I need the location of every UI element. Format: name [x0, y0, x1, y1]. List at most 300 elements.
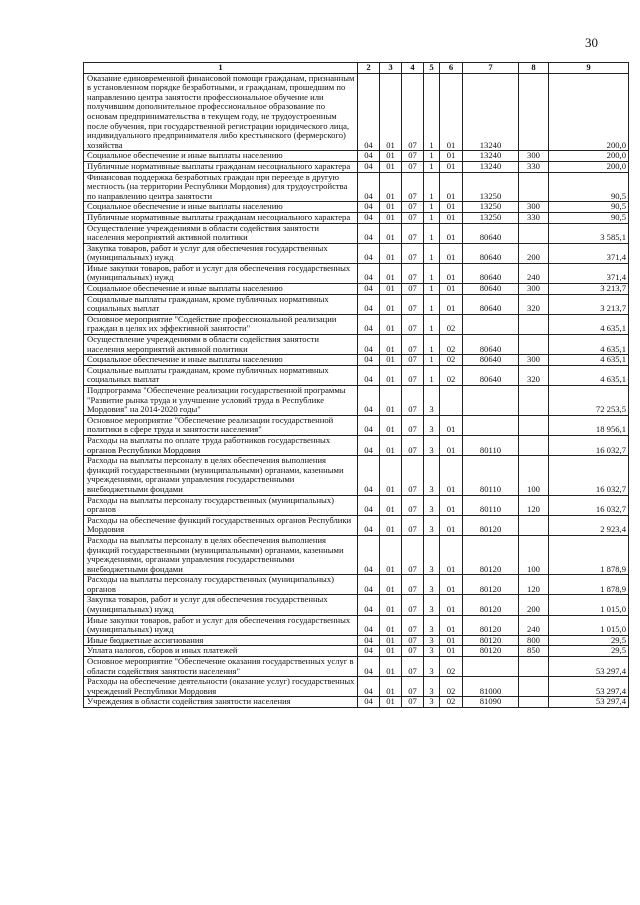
row-value-cell: 01	[380, 535, 402, 574]
row-value-cell	[519, 697, 549, 708]
row-value-cell: 04	[358, 223, 380, 243]
column-header: 5	[424, 63, 440, 74]
row-value-cell: 01	[380, 243, 402, 263]
row-value-cell: 04	[358, 657, 380, 677]
table-row	[84, 677, 629, 697]
table-row	[84, 314, 629, 334]
table-row	[84, 615, 629, 635]
row-value-cell: 01	[380, 697, 402, 708]
table-row	[84, 284, 629, 295]
row-value-cell: 01	[380, 151, 402, 162]
row-value-cell: 04	[358, 495, 380, 515]
table-row	[84, 595, 629, 615]
row-value-cell: 1	[424, 172, 440, 202]
row-value-cell: 04	[358, 635, 380, 646]
row-value-cell: 07	[402, 646, 424, 657]
row-value-cell: 04	[358, 294, 380, 314]
table-row	[84, 355, 629, 366]
row-value-cell: 04	[358, 355, 380, 366]
table-row	[84, 151, 629, 162]
row-name-cell: Публичные нормативные выплаты гражданам несоциального характера	[84, 161, 358, 172]
row-value-cell: 01	[380, 223, 402, 243]
row-value-cell: 3	[424, 435, 440, 455]
row-name-cell: Расходы на выплаты по оплате труда работников государственных органов Республики Мордовия	[84, 435, 358, 455]
row-value-cell: 1	[424, 263, 440, 283]
row-value-cell: 04	[358, 151, 380, 162]
row-value-cell: 04	[358, 595, 380, 615]
row-value-cell: 1 015,0	[549, 595, 629, 615]
row-value-cell: 90,5	[549, 172, 629, 202]
row-value-cell: 01	[380, 212, 402, 223]
row-value-cell: 3	[424, 635, 440, 646]
table-row	[84, 263, 629, 283]
row-name-cell: Подпрограмма "Обеспечение реализации государственной программы "Развитие рынка труда и улучшение условий труда в Республике Мордовия" на 2014-2020 годы"	[84, 386, 358, 416]
row-value-cell: 01	[380, 314, 402, 334]
row-value-cell: 07	[402, 595, 424, 615]
row-value-cell: 1	[424, 73, 440, 151]
row-name-cell: Социальное обеспечение и иные выплаты населению	[84, 284, 358, 295]
row-value-cell: 01	[440, 172, 463, 202]
row-value-cell: 02	[440, 314, 463, 334]
row-value-cell: 04	[358, 335, 380, 355]
row-name-cell: Расходы на выплаты персоналу в целях обеспечения выполнения функций государственными (муниципальными) органами, казенными учреждениями, органами управления государственными внебюджетными фондами	[84, 535, 358, 574]
row-value-cell: 3 213,7	[549, 284, 629, 295]
row-value-cell: 07	[402, 263, 424, 283]
row-value-cell: 300	[519, 151, 549, 162]
row-value-cell: 07	[402, 243, 424, 263]
row-value-cell: 90,5	[549, 202, 629, 213]
row-value-cell: 3	[424, 515, 440, 535]
row-value-cell: 07	[402, 697, 424, 708]
table-row	[84, 515, 629, 535]
row-value-cell: 01	[380, 575, 402, 595]
row-value-cell	[519, 415, 549, 435]
row-value-cell: 01	[380, 635, 402, 646]
row-value-cell: 01	[380, 415, 402, 435]
row-name-cell: Основное мероприятие "Обеспечение реализации государственной политики в сфере труда и занятости населения"	[84, 415, 358, 435]
row-name-cell: Социальные выплаты гражданам, кроме публичных нормативных социальных выплат	[84, 294, 358, 314]
row-value-cell: 01	[440, 456, 463, 495]
row-value-cell: 13250	[463, 202, 519, 213]
row-value-cell: 13240	[463, 151, 519, 162]
row-value-cell	[519, 677, 549, 697]
table-row	[84, 575, 629, 595]
row-value-cell: 04	[358, 415, 380, 435]
row-value-cell: 1 878,9	[549, 535, 629, 574]
row-value-cell: 07	[402, 386, 424, 416]
column-header: 4	[402, 63, 424, 74]
row-value-cell: 29,5	[549, 635, 629, 646]
row-value-cell: 02	[440, 355, 463, 366]
row-value-cell: 02	[440, 677, 463, 697]
row-value-cell: 3	[424, 535, 440, 574]
row-value-cell: 1	[424, 243, 440, 263]
row-value-cell: 01	[440, 151, 463, 162]
row-value-cell: 02	[440, 365, 463, 385]
row-value-cell: 04	[358, 284, 380, 295]
row-value-cell: 80120	[463, 635, 519, 646]
row-value-cell: 4 635,1	[549, 314, 629, 334]
row-value-cell: 80640	[463, 355, 519, 366]
table-row	[84, 73, 629, 151]
row-value-cell: 80640	[463, 284, 519, 295]
row-value-cell: 90,5	[549, 212, 629, 223]
row-value-cell: 3	[424, 386, 440, 416]
row-value-cell: 01	[440, 515, 463, 535]
table-row	[84, 456, 629, 495]
row-value-cell: 01	[440, 202, 463, 213]
row-value-cell: 04	[358, 456, 380, 495]
table-row	[84, 243, 629, 263]
table-row	[84, 646, 629, 657]
row-value-cell	[519, 172, 549, 202]
row-value-cell: 01	[440, 294, 463, 314]
row-value-cell: 01	[440, 435, 463, 455]
row-value-cell: 200	[519, 243, 549, 263]
row-value-cell: 3	[424, 657, 440, 677]
row-value-cell: 13240	[463, 161, 519, 172]
row-value-cell: 53 297,4	[549, 657, 629, 677]
row-value-cell: 80120	[463, 595, 519, 615]
row-value-cell: 01	[380, 161, 402, 172]
row-value-cell: 01	[380, 365, 402, 385]
column-header: 6	[440, 63, 463, 74]
row-name-cell: Расходы на выплаты персоналу государственных (муниципальных) органов	[84, 575, 358, 595]
column-header: 2	[358, 63, 380, 74]
row-value-cell: 04	[358, 435, 380, 455]
row-value-cell: 01	[380, 294, 402, 314]
table-row	[84, 335, 629, 355]
row-value-cell: 02	[440, 657, 463, 677]
row-value-cell: 3	[424, 697, 440, 708]
row-value-cell: 01	[440, 535, 463, 574]
row-value-cell: 04	[358, 646, 380, 657]
row-value-cell: 01	[440, 212, 463, 223]
row-value-cell	[463, 314, 519, 334]
table-row	[84, 535, 629, 574]
row-value-cell: 07	[402, 657, 424, 677]
table-row	[84, 223, 629, 243]
row-value-cell: 80640	[463, 243, 519, 263]
row-value-cell: 1	[424, 314, 440, 334]
row-value-cell	[519, 335, 549, 355]
row-value-cell: 1	[424, 335, 440, 355]
row-value-cell: 04	[358, 515, 380, 535]
row-value-cell: 800	[519, 635, 549, 646]
row-value-cell: 3	[424, 575, 440, 595]
row-value-cell: 1 878,9	[549, 575, 629, 595]
row-value-cell: 3 585,1	[549, 223, 629, 243]
table-body	[84, 73, 629, 707]
row-value-cell: 300	[519, 202, 549, 213]
row-value-cell: 1	[424, 212, 440, 223]
row-name-cell: Социальное обеспечение и иные выплаты населению	[84, 151, 358, 162]
row-value-cell: 1	[424, 161, 440, 172]
row-value-cell: 1 015,0	[549, 615, 629, 635]
row-value-cell: 80110	[463, 495, 519, 515]
row-value-cell: 240	[519, 615, 549, 635]
row-value-cell: 07	[402, 535, 424, 574]
row-value-cell: 13250	[463, 212, 519, 223]
row-value-cell: 07	[402, 456, 424, 495]
row-value-cell: 04	[358, 386, 380, 416]
row-value-cell: 07	[402, 495, 424, 515]
budget-table	[83, 62, 629, 708]
table-row	[84, 657, 629, 677]
row-name-cell: Иные закупки товаров, работ и услуг для обеспечения государственных (муниципальных) нужд	[84, 615, 358, 635]
row-value-cell: 4 635,1	[549, 355, 629, 366]
column-header: 9	[549, 63, 629, 74]
row-value-cell: 04	[358, 314, 380, 334]
row-value-cell: 07	[402, 223, 424, 243]
table-row	[84, 365, 629, 385]
row-value-cell: 80120	[463, 515, 519, 535]
row-name-cell: Публичные нормативные выплаты гражданам несоциального характера	[84, 212, 358, 223]
row-value-cell	[519, 223, 549, 243]
row-value-cell: 81090	[463, 697, 519, 708]
row-value-cell: 4 635,1	[549, 365, 629, 385]
row-value-cell: 07	[402, 575, 424, 595]
row-value-cell: 02	[440, 335, 463, 355]
row-value-cell: 2 923,4	[549, 515, 629, 535]
row-value-cell: 02	[440, 697, 463, 708]
row-value-cell: 53 297,4	[549, 677, 629, 697]
row-name-cell: Иные закупки товаров, работ и услуг для обеспечения государственных (муниципальных) нужд	[84, 263, 358, 283]
table-row	[84, 495, 629, 515]
row-value-cell: 01	[380, 355, 402, 366]
row-value-cell: 3	[424, 646, 440, 657]
row-value-cell: 01	[380, 615, 402, 635]
row-value-cell: 07	[402, 284, 424, 295]
row-value-cell: 07	[402, 415, 424, 435]
row-value-cell: 18 956,1	[549, 415, 629, 435]
row-value-cell: 07	[402, 335, 424, 355]
row-value-cell: 07	[402, 151, 424, 162]
row-value-cell: 80640	[463, 223, 519, 243]
row-value-cell: 80110	[463, 435, 519, 455]
row-value-cell	[519, 314, 549, 334]
column-header: 7	[463, 63, 519, 74]
row-value-cell: 80120	[463, 575, 519, 595]
row-name-cell: Расходы на обеспечение функций государственных органов Республики Мордовия	[84, 515, 358, 535]
table-row	[84, 172, 629, 202]
row-value-cell: 13250	[463, 172, 519, 202]
row-value-cell: 01	[380, 263, 402, 283]
row-value-cell: 3	[424, 495, 440, 515]
column-header: 3	[380, 63, 402, 74]
row-value-cell: 3 213,7	[549, 294, 629, 314]
row-value-cell: 80110	[463, 456, 519, 495]
row-value-cell	[519, 657, 549, 677]
row-value-cell: 01	[380, 646, 402, 657]
row-value-cell: 07	[402, 365, 424, 385]
row-value-cell: 01	[440, 161, 463, 172]
row-value-cell: 04	[358, 575, 380, 595]
row-value-cell	[519, 386, 549, 416]
row-value-cell: 01	[440, 575, 463, 595]
row-value-cell	[463, 657, 519, 677]
row-value-cell: 1	[424, 151, 440, 162]
column-header: 8	[519, 63, 549, 74]
row-value-cell: 01	[380, 657, 402, 677]
row-value-cell: 4 635,1	[549, 335, 629, 355]
row-value-cell: 01	[380, 73, 402, 151]
row-value-cell: 80640	[463, 335, 519, 355]
row-value-cell: 1	[424, 223, 440, 243]
row-value-cell: 04	[358, 161, 380, 172]
row-value-cell	[519, 73, 549, 151]
row-value-cell: 80640	[463, 294, 519, 314]
row-value-cell: 01	[380, 435, 402, 455]
row-value-cell	[463, 415, 519, 435]
row-value-cell: 07	[402, 635, 424, 646]
row-value-cell: 100	[519, 456, 549, 495]
row-value-cell: 04	[358, 677, 380, 697]
row-value-cell: 04	[358, 615, 380, 635]
row-value-cell: 01	[380, 202, 402, 213]
row-value-cell: 07	[402, 615, 424, 635]
row-value-cell: 850	[519, 646, 549, 657]
row-value-cell: 04	[358, 212, 380, 223]
row-value-cell: 330	[519, 161, 549, 172]
row-value-cell: 07	[402, 202, 424, 213]
row-name-cell: Социальное обеспечение и иные выплаты населению	[84, 202, 358, 213]
row-value-cell: 01	[380, 515, 402, 535]
row-value-cell: 16 032,7	[549, 495, 629, 515]
row-value-cell: 200	[519, 595, 549, 615]
row-value-cell: 01	[440, 635, 463, 646]
row-name-cell: Закупка товаров, работ и услуг для обеспечения государственных (муниципальных) нужд	[84, 243, 358, 263]
row-value-cell: 01	[440, 415, 463, 435]
row-value-cell: 01	[380, 335, 402, 355]
row-value-cell: 80120	[463, 646, 519, 657]
row-value-cell: 01	[440, 243, 463, 263]
row-value-cell: 1	[424, 355, 440, 366]
row-value-cell: 29,5	[549, 646, 629, 657]
row-value-cell: 3	[424, 677, 440, 697]
row-value-cell: 07	[402, 161, 424, 172]
page-number: 30	[585, 35, 598, 50]
row-name-cell: Расходы на обеспечение деятельности (оказание услуг) государственных учреждений Республики Мордовия	[84, 677, 358, 697]
row-value-cell: 01	[440, 223, 463, 243]
row-value-cell: 3	[424, 615, 440, 635]
row-value-cell: 01	[380, 495, 402, 515]
row-value-cell: 3	[424, 595, 440, 615]
row-name-cell: Расходы на выплаты персоналу государственных (муниципальных) органов	[84, 495, 358, 515]
table-row	[84, 212, 629, 223]
row-value-cell: 13240	[463, 73, 519, 151]
row-value-cell: 100	[519, 535, 549, 574]
row-name-cell: Осуществление учреждениями в области содействия занятости населения мероприятий активной политики	[84, 223, 358, 243]
row-value-cell: 04	[358, 202, 380, 213]
table-row	[84, 635, 629, 646]
row-value-cell: 53 297,4	[549, 697, 629, 708]
row-name-cell: Основное мероприятие "Содействие профессиональной реализации граждан в целях их эффективной занятости"	[84, 314, 358, 334]
row-value-cell: 07	[402, 294, 424, 314]
row-value-cell: 371,4	[549, 243, 629, 263]
row-name-cell: Финансовая поддержка безработных граждан при переезде в другую местность (на территории Республики Мордовия) для трудоустройства по направлению центра занятости	[84, 172, 358, 202]
row-name-cell: Расходы на выплаты персоналу в целях обеспечения выполнения функций государственными (муниципальными) органами, казенными учреждениями, органами управления государственными внебюджетными фондами	[84, 456, 358, 495]
row-name-cell: Социальные выплаты гражданам, кроме публичных нормативных социальных выплат	[84, 365, 358, 385]
row-value-cell: 04	[358, 365, 380, 385]
row-value-cell: 1	[424, 284, 440, 295]
row-value-cell: 16 032,7	[549, 435, 629, 455]
row-value-cell: 01	[380, 172, 402, 202]
row-value-cell: 01	[380, 284, 402, 295]
row-value-cell: 330	[519, 212, 549, 223]
row-value-cell: 120	[519, 495, 549, 515]
row-value-cell: 07	[402, 172, 424, 202]
row-value-cell: 1	[424, 365, 440, 385]
row-value-cell: 200,0	[549, 73, 629, 151]
row-value-cell: 07	[402, 355, 424, 366]
row-value-cell: 01	[440, 646, 463, 657]
table-row	[84, 386, 629, 416]
row-value-cell: 1	[424, 202, 440, 213]
row-name-cell: Учреждения в области содействия занятости населения	[84, 697, 358, 708]
row-name-cell: Социальное обеспечение и иные выплаты населению	[84, 355, 358, 366]
row-value-cell: 07	[402, 73, 424, 151]
row-value-cell: 04	[358, 697, 380, 708]
table-row	[84, 294, 629, 314]
row-value-cell: 04	[358, 263, 380, 283]
row-value-cell: 16 032,7	[549, 456, 629, 495]
row-value-cell	[519, 435, 549, 455]
row-value-cell: 80640	[463, 365, 519, 385]
row-name-cell: Основное мероприятие "Обеспечение оказания государственных услуг в области содействия занятости населения"	[84, 657, 358, 677]
row-value-cell: 3	[424, 415, 440, 435]
row-value-cell: 300	[519, 355, 549, 366]
row-value-cell: 1	[424, 294, 440, 314]
row-value-cell: 01	[440, 284, 463, 295]
row-value-cell: 04	[358, 243, 380, 263]
row-value-cell: 01	[440, 263, 463, 283]
row-value-cell: 72 253,5	[549, 386, 629, 416]
row-value-cell: 80640	[463, 263, 519, 283]
row-value-cell: 320	[519, 365, 549, 385]
row-value-cell: 07	[402, 515, 424, 535]
row-value-cell: 01	[380, 595, 402, 615]
row-value-cell: 3	[424, 456, 440, 495]
row-value-cell: 371,4	[549, 263, 629, 283]
row-value-cell: 01	[440, 495, 463, 515]
table-row	[84, 202, 629, 213]
row-value-cell: 04	[358, 535, 380, 574]
table-row	[84, 435, 629, 455]
row-value-cell	[463, 386, 519, 416]
row-name-cell: Оказание единовременной финансовой помощи гражданам, признанным в установленном порядке безработными, и гражданам, прошедшим по направлению центра занятости профессиональное обучение или получившим дополнительное профессиональное образование по основам предпринимательства в текущем году, не трудоустроенным после обучения, при государственной регистрации юридического лица, индивидуального предпринимателя либо крестьянского (фермерского) хозяйства	[84, 73, 358, 151]
table-row	[84, 415, 629, 435]
row-value-cell	[519, 515, 549, 535]
row-name-cell: Осуществление учреждениями в области содействия занятости населения мероприятий активной политики	[84, 335, 358, 355]
row-value-cell: 04	[358, 73, 380, 151]
column-header: 1	[84, 63, 358, 74]
row-value-cell: 07	[402, 314, 424, 334]
table-header	[84, 63, 629, 74]
row-value-cell: 200,0	[549, 161, 629, 172]
row-value-cell: 300	[519, 284, 549, 295]
row-value-cell: 04	[358, 172, 380, 202]
row-name-cell: Уплата налогов, сборов и иных платежей	[84, 646, 358, 657]
row-value-cell: 80120	[463, 615, 519, 635]
row-name-cell: Закупка товаров, работ и услуг для обеспечения государственных (муниципальных) нужд	[84, 595, 358, 615]
row-value-cell: 01	[380, 456, 402, 495]
row-value-cell: 01	[440, 595, 463, 615]
row-name-cell: Иные бюджетные ассигнования	[84, 635, 358, 646]
row-value-cell: 200,0	[549, 151, 629, 162]
row-value-cell: 80120	[463, 535, 519, 574]
table-row	[84, 161, 629, 172]
